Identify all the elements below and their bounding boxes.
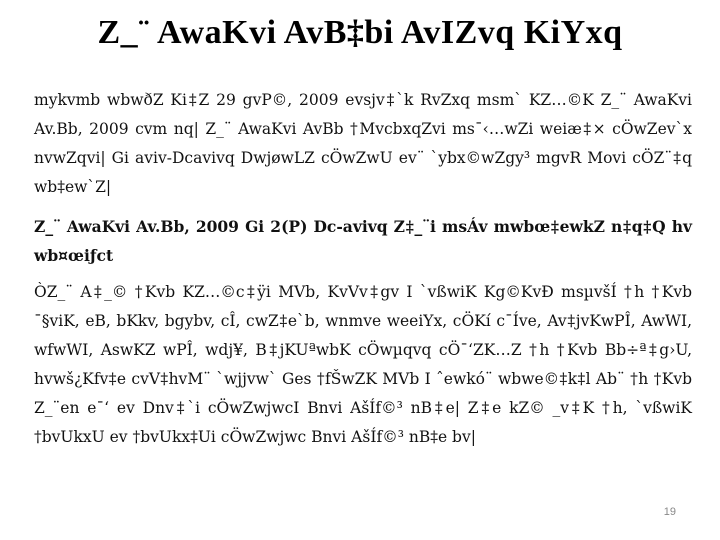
page-number: 19 bbox=[663, 506, 676, 518]
slide-body bbox=[34, 86, 692, 462]
intro-paragraph: mykvmb wbwðZ Ki‡Z 29 gvP©, 2009 evsjv‡`k RvZxq msm` KZ…©K Z_¨ AwaKvi Av.Bb, 2009 cvm nq| Z_¨ AwaKvi AvBb †MvcbxqZvi ms¯‹…wZi weiæ‡× cÖwZev`x nvwZqvi| Gi aviv-Dcavivq DwjøwLZ cÖwZwU ev¨ `ybx©wZgy³ mgvR Movi cÖZ¨‡q wb‡ew`Z| bbox=[34, 91, 692, 196]
section-heading: Z_¨ AwaKvi Av.Bb, 2009 Gi 2(P) Dc-avivq Z‡_¨i msÁv mwbœ‡ewkZ n‡q‡Q hv wb¤œiƒct bbox=[34, 217, 692, 265]
slide-title: Z_¨ AwaKvi AvB‡bi AvIZvq KiYxq bbox=[97, 14, 623, 51]
definition-paragraph: ÒZ_¨ A‡_© †Kvb KZ…©c‡ÿi MVb, KvVv‡gv I `vßwiK Kg©KvÐ msµvšÍ †h †Kvb ¯§viK, eB, bKkv, bgybv, cÎ, cwZ‡e`b, wnmve weeiYx, cÖKí c¯Íve, Av‡jvKwPÎ, AwWI, wfwWI, AswKZ wPÎ, wdj¥, B‡jKUªwbK cÖwµqvq cÖ¯‘ZK…Z †h †Kvb Bb÷ª‡g›U, hvwš¿Kfv‡e cvV‡hvM¨ `wjjvw` Ges †fŠwZK MVb I ˆewkó¨ wbwe©‡k‡l Ab¨ †h †Kvb Z_¨en e¯‘ ev Dnv‡`i cÖwZwjwcI Bnvi AšÍf©³ nB‡e| Z‡e kZ© _v‡K †h, `vßwiK †bvUkxU ev †bvUkx‡Ui cÖwZwjwc Bnvi AšÍf©³ nB‡e bv| bbox=[34, 283, 692, 446]
